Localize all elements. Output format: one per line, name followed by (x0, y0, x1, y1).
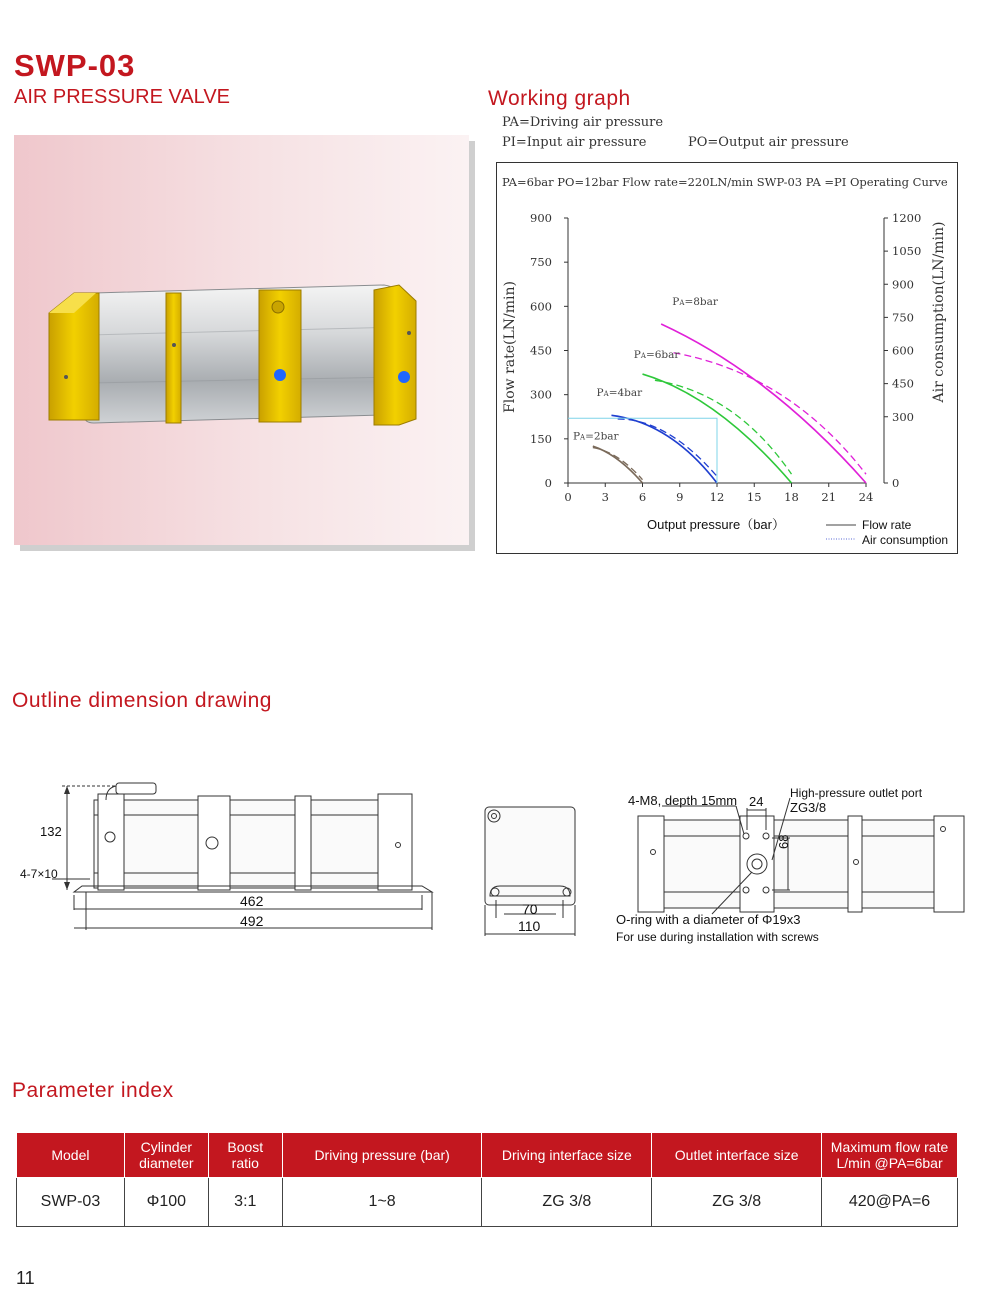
y-tick-label: 0 (544, 476, 552, 490)
x-tick-label: 21 (821, 490, 837, 504)
y2-tick-label: 300 (892, 409, 914, 424)
x-tick-label: 15 (746, 490, 762, 504)
product-subtitle: AIR PRESSURE VALVE (14, 86, 230, 108)
header-outlet-interface: Outlet interface size (652, 1133, 822, 1178)
page-number: 11 (16, 1268, 35, 1288)
y2-tick-label: 1050 (892, 244, 922, 259)
x-tick-label: 9 (676, 490, 684, 504)
x-axis-label: Output pressure（bar） (646, 517, 786, 532)
working-graph-chart (496, 162, 958, 554)
cell-model: SWP-03 (17, 1178, 125, 1227)
dim-length-inner: 462 (240, 893, 264, 909)
y-tick-label: 300 (530, 387, 552, 402)
x-tick-label: 12 (709, 490, 725, 504)
curve-label-3: PA=6bar (633, 348, 680, 361)
cell-boost: 3:1 (208, 1178, 282, 1227)
table-header-row (17, 1133, 958, 1178)
y2-axis-label: Air consumption(LN/min) (931, 221, 947, 403)
air-valve-illustration (14, 135, 469, 545)
dim-port-height: 68 (776, 834, 791, 849)
chart-conditions: PA=6bar PO=12bar Flow rate=220LN/min SWP-03 PA =PI Operating Curve (502, 175, 948, 189)
outlet-port-label: High-pressure outlet port (790, 786, 923, 800)
y2-tick-label: 1200 (892, 211, 922, 225)
curve-label-4: PA=8bar (672, 295, 718, 308)
y2-tick-label: 600 (892, 343, 914, 358)
y-tick-label: 750 (530, 255, 552, 270)
oring-note: O-ring with a diameter of Φ19x3 (616, 912, 801, 927)
end-view-drawing (478, 800, 588, 940)
cell-outlet-interface: ZG 3/8 (652, 1178, 822, 1227)
legend-po: PO=Output air pressure (688, 135, 849, 150)
product-photo (14, 135, 469, 545)
y2-tick-label: 900 (892, 277, 914, 292)
x-tick-label: 0 (564, 490, 572, 504)
cell-max-flow: 420@PA=6 (822, 1178, 958, 1227)
curve-label-2: PA=4bar (596, 387, 643, 400)
y-tick-label: 150 (530, 431, 552, 446)
outlet-port-thread: ZG3/8 (790, 800, 827, 815)
x-tick-label: 3 (601, 490, 609, 504)
parameter-table (16, 1132, 958, 1227)
y-tick-label: 450 (530, 343, 552, 358)
x-tick-label: 6 (638, 490, 647, 504)
legend-pa: PA=Driving air pressure (502, 115, 664, 130)
dim-width-outer: 110 (518, 918, 541, 934)
y2-tick-label: 0 (892, 476, 900, 490)
y-tick-label: 600 (530, 299, 552, 314)
table-row (17, 1178, 958, 1227)
header-boost: Boost ratio (208, 1133, 282, 1178)
cell-driving-pressure: 1~8 (282, 1178, 482, 1227)
legend-pi: PI=Input air pressure (502, 135, 647, 150)
header-model: Model (17, 1133, 125, 1178)
cell-driving-interface: ZG 3/8 (482, 1178, 652, 1227)
dim-width-inner: 70 (522, 901, 538, 917)
side-view-drawing (12, 770, 452, 940)
dim-length-outer: 492 (240, 913, 264, 929)
header-max-flow: Maximum flow rate L/min @PA=6bar (822, 1133, 958, 1178)
x-tick-label: 18 (784, 490, 799, 504)
model-title: SWP-03 (14, 48, 136, 83)
graph-title: Working graph (488, 87, 631, 110)
parameter-title: Parameter index (12, 1079, 174, 1102)
dim-height: 132 (40, 824, 62, 839)
header-cylinder: Cylinder diameter (124, 1133, 208, 1178)
dim-holes: 4-7×10 (20, 867, 58, 881)
y-tick-label: 900 (530, 211, 552, 225)
header-driving-interface: Driving interface size (482, 1133, 652, 1178)
cell-cylinder: Φ100 (124, 1178, 208, 1227)
legend-flow-text: Flow rate (862, 518, 912, 532)
dimension-title: Outline dimension drawing (12, 689, 272, 712)
y2-tick-label: 450 (892, 376, 914, 391)
dim-port-spacing: 24 (749, 794, 764, 809)
top-view-drawing (612, 784, 982, 954)
y2-tick-label: 750 (892, 310, 914, 325)
curve-label-1: PA=2bar (572, 430, 619, 443)
install-note: For use during installation with screws (616, 930, 819, 944)
x-tick-label: 24 (858, 490, 874, 504)
header-driving-pressure: Driving pressure (bar) (282, 1133, 482, 1178)
legend-air-text: Air consumption (862, 533, 949, 547)
y-axis-label: Flow rate(LN/min) (502, 281, 518, 413)
mount-threads-note: 4-M8, depth 15mm (628, 793, 738, 808)
